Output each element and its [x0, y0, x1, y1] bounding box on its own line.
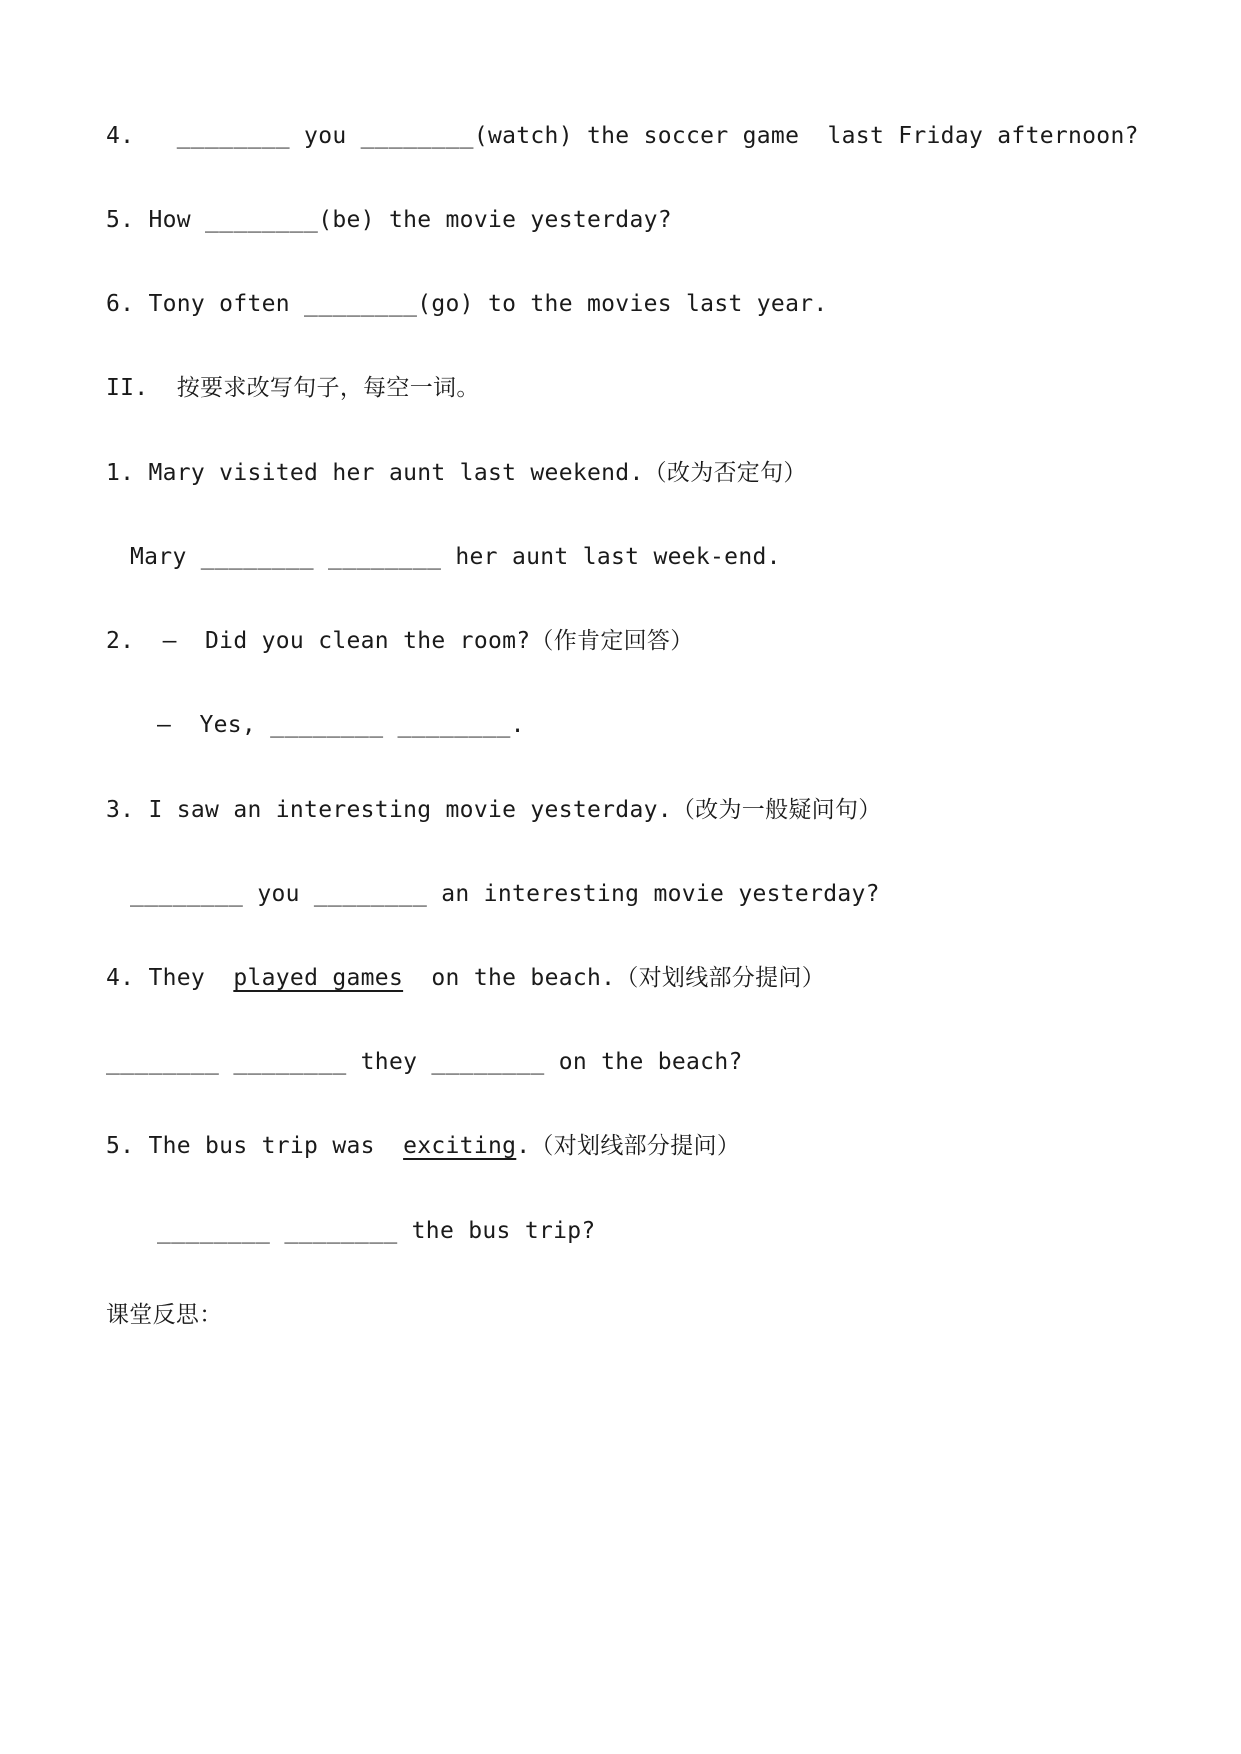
answer-line-q2-1	[130, 542, 781, 572]
line-text: Mary ________ ________ her aunt last week-end.	[130, 544, 781, 570]
line-text: — Yes, ________ ________.	[157, 712, 525, 738]
answer-line-q2-5	[157, 1216, 596, 1246]
exercise-line-q2-4	[106, 963, 825, 993]
exercise-line-q1-5	[106, 205, 672, 235]
exercise-line-q2-2	[106, 626, 694, 656]
line-text: .（对划线部分提问）	[516, 1133, 741, 1159]
line-text: ________ you ________ an interesting movie yesterday?	[130, 881, 880, 907]
line-text: 2. — Did you clean the room?（作肯定回答）	[106, 628, 694, 654]
line-text: ________ ________ they ________ on the beach?	[106, 1049, 743, 1075]
exercise-line-q2-5	[106, 1131, 740, 1161]
answer-line-q2-4	[106, 1047, 743, 1077]
underlined-text: exciting	[403, 1133, 517, 1159]
line-text: 1. Mary visited her aunt last weekend.（改为否定句）	[106, 460, 807, 486]
line-text: ________ ________ the bus trip?	[157, 1218, 596, 1244]
exercise-line-q2-1	[106, 458, 807, 488]
line-text: on the beach.（对划线部分提问）	[403, 965, 826, 991]
exercise-line-q2-3	[106, 795, 882, 825]
line-text: 4. They	[106, 965, 234, 991]
line-text: 6. Tony often ________(go) to the movies last year.	[106, 291, 828, 317]
line-text: 5. How ________(be) the movie yesterday?	[106, 207, 672, 233]
line-text: 5. The bus trip was	[106, 1133, 404, 1159]
exercise-line-q1-6	[106, 289, 828, 319]
line-text: II. 按要求改写句子，每空一词。	[106, 375, 480, 401]
line-text: 课堂反思：	[106, 1302, 223, 1328]
reflection-label	[106, 1300, 223, 1330]
line-text: 3. I saw an interesting movie yesterday.（改为一般疑问句）	[106, 797, 882, 823]
section-heading	[106, 373, 480, 403]
answer-line-q2-2	[157, 710, 525, 740]
exercise-line-q1-4	[106, 121, 1139, 151]
line-text: 4. ________ you ________(watch) the soccer game last Friday afternoon?	[106, 123, 1139, 149]
underlined-text: played games	[233, 965, 404, 991]
answer-line-q2-3	[130, 879, 880, 909]
